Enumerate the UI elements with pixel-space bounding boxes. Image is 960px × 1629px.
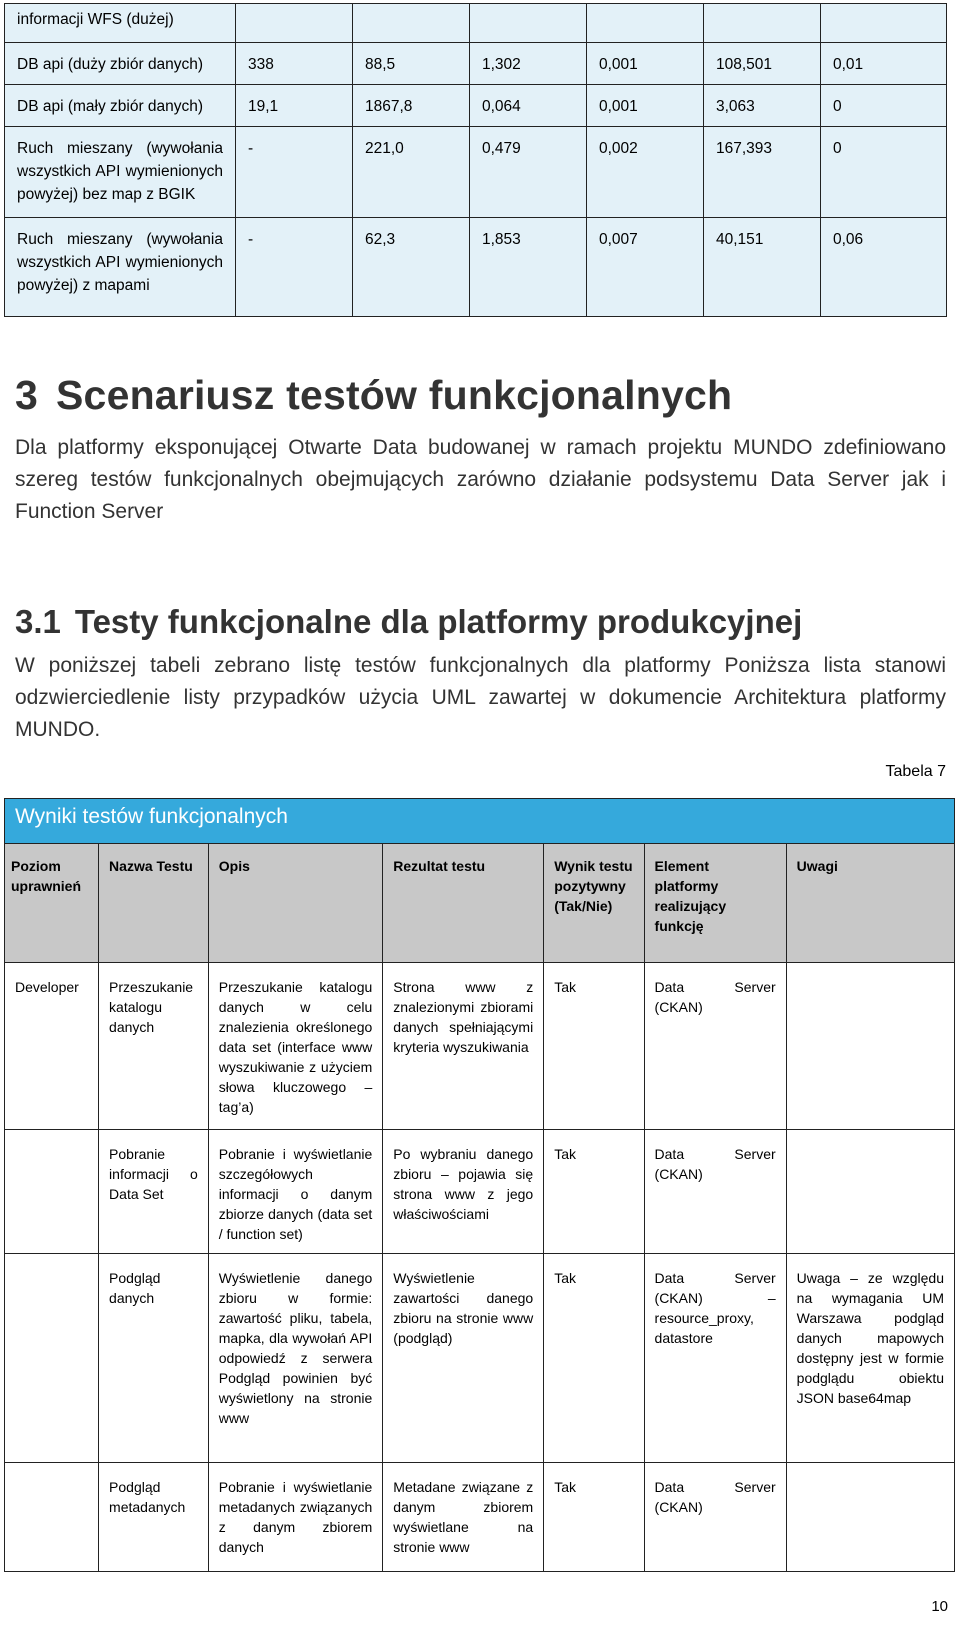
- table-cell: Data Server (CKAN): [644, 1463, 786, 1572]
- perf-cell: 62,3: [353, 218, 470, 317]
- table-cell: Strona www z znalezionymi zbiorami danych spełniającymi kryteria wyszukiwania: [383, 963, 544, 1130]
- table-cell: [786, 963, 954, 1130]
- perf-cell: 0,007: [587, 218, 704, 317]
- perf-row-label: Ruch mieszany (wywołania wszystkich API wymienionych powyżej) bez map z BGIK: [5, 127, 236, 218]
- table-cell: [5, 1130, 99, 1254]
- table-cell: Pobranie i wyświetlanie metadanych związanych z danym zbiorem danych: [208, 1463, 383, 1572]
- table-cell: [786, 1463, 954, 1572]
- perf-table-row: [5, 85, 947, 127]
- table-cell: Przeszukanie katalogu danych: [99, 963, 209, 1130]
- perf-cell: 0,064: [470, 85, 587, 127]
- column-header: Nazwa Testu: [99, 844, 209, 963]
- table-row: [5, 1463, 955, 1572]
- section-3-1-paragraph: W poniższej tabeli zebrano listę testów funkcjonalnych dla platformy Poniższa lista stanowi odzwierciedlenie listy przypadków użycia UML zawartej w dokumencie Architektura platformy MUNDO.: [15, 654, 946, 741]
- perf-cell: 1,302: [470, 43, 587, 85]
- table-cell: Tak: [544, 963, 644, 1130]
- perf-table-row: [5, 43, 947, 85]
- results-table-header: [5, 844, 955, 963]
- table-cell: Data Server (CKAN): [644, 963, 786, 1130]
- perf-cell: 3,063: [704, 85, 821, 127]
- perf-cell: 0,001: [587, 43, 704, 85]
- perf-cell: 19,1: [236, 85, 353, 127]
- column-header: Uwagi: [786, 844, 954, 963]
- perf-cell: 1867,8: [353, 85, 470, 127]
- perf-cell: 40,151: [704, 218, 821, 317]
- table-cell: [786, 1130, 954, 1254]
- table-cell: Przeszukanie katalogu danych w celu znalezienia określonego data set (interface www wyszukiwanie z użyciem słowa kluczowego – tag’a): [208, 963, 383, 1130]
- column-header: Poziom uprawnień: [5, 844, 99, 963]
- table-cell: Wyświetlenie danego zbioru w formie: zawartość pliku, tabela, mapka, dla wywołań API odpowiedź z serwera Podgląd powinien być wyświetlony na stronie www: [208, 1254, 383, 1463]
- table-cell: Pobranie i wyświetlanie szczegółowych informacji o danym zbiorze danych (data set / function set): [208, 1130, 383, 1254]
- table-cell: Po wybraniu danego zbioru – pojawia się strona www z jego właściwościami: [383, 1130, 544, 1254]
- perf-table-row: [5, 4, 947, 43]
- perf-cell: 0,002: [587, 127, 704, 218]
- perf-cell: 88,5: [353, 43, 470, 85]
- perf-cell: [704, 4, 821, 43]
- perf-cell: 0: [821, 127, 947, 218]
- table-cell: Developer: [5, 963, 99, 1130]
- section-3-1-heading: 3.1 Testy funkcjonalne dla platformy produkcyjnej: [15, 603, 803, 640]
- table-caption: Tabela 7: [885, 763, 946, 780]
- results-table: [4, 798, 955, 1572]
- performance-table: [4, 3, 947, 317]
- perf-cell: 0,001: [587, 85, 704, 127]
- perf-cell: [470, 4, 587, 43]
- perf-cell: -: [236, 127, 353, 218]
- table-row: [5, 963, 955, 1130]
- perf-cell: 0,479: [470, 127, 587, 218]
- column-header: Rezultat testu: [383, 844, 544, 963]
- table-row: [5, 1130, 955, 1254]
- table-cell: [5, 1254, 99, 1463]
- perf-cell: 108,501: [704, 43, 821, 85]
- table-cell: Metadane związane z danym zbiorem wyświetlane na stronie www: [383, 1463, 544, 1572]
- perf-row-label: informacji WFS (dużej): [5, 4, 236, 43]
- section-3-heading: 3 Scenariusz testów funkcjonalnych: [15, 372, 733, 418]
- perf-cell: 167,393: [704, 127, 821, 218]
- perf-cell: [353, 4, 470, 43]
- perf-table-row: [5, 218, 947, 317]
- column-header: Wynik testu pozytywny (Tak/Nie): [544, 844, 644, 963]
- table-cell: Data Server (CKAN): [644, 1130, 786, 1254]
- perf-cell: 0: [821, 85, 947, 127]
- section-3-paragraph: Dla platformy eksponującej Otwarte Data budowanej w ramach projektu MUNDO zdefiniowano szereg testów funkcjonalnych obejmujących zarówno działanie podsystemu Data Server jak i Function Server: [15, 436, 946, 523]
- perf-cell: -: [236, 218, 353, 317]
- perf-cell: [821, 4, 947, 43]
- table-cell: Wyświetlenie zawartości danego zbioru na stronie www (podgląd): [383, 1254, 544, 1463]
- perf-cell: 0,06: [821, 218, 947, 317]
- perf-cell: 338: [236, 43, 353, 85]
- perf-row-label: DB api (duży zbiór danych): [5, 43, 236, 85]
- column-header: Opis: [208, 844, 383, 963]
- table-cell: [5, 1463, 99, 1572]
- perf-cell: [236, 4, 353, 43]
- perf-cell: [587, 4, 704, 43]
- table-cell: Podgląd metadanych: [99, 1463, 209, 1572]
- perf-cell: 0,01: [821, 43, 947, 85]
- perf-row-label: Ruch mieszany (wywołania wszystkich API wymienionych powyżej) z mapami: [5, 218, 236, 317]
- column-header: Element platformy realizujący funkcję: [644, 844, 786, 963]
- table-cell: Tak: [544, 1254, 644, 1463]
- perf-row-label: DB api (mały zbiór danych): [5, 85, 236, 127]
- table-cell: Tak: [544, 1463, 644, 1572]
- table-cell: Podgląd danych: [99, 1254, 209, 1463]
- perf-cell: 221,0: [353, 127, 470, 218]
- table-cell: Pobranie informacji o Data Set: [99, 1130, 209, 1254]
- perf-cell: 1,853: [470, 218, 587, 317]
- perf-table-row: [5, 127, 947, 218]
- page-number: 10: [931, 1598, 948, 1615]
- table-row: [5, 1254, 955, 1463]
- table-cell: Uwaga – ze względu na wymagania UM Warszawa podgląd danych mapowych dostępny jest w formie podglądu obiektu JSON base64map: [786, 1254, 954, 1463]
- table-cell: Tak: [544, 1130, 644, 1254]
- table-cell: Data Server (CKAN) – resource_proxy, datastore: [644, 1254, 786, 1463]
- results-table-title: Wyniki testów funkcjonalnych: [5, 799, 955, 844]
